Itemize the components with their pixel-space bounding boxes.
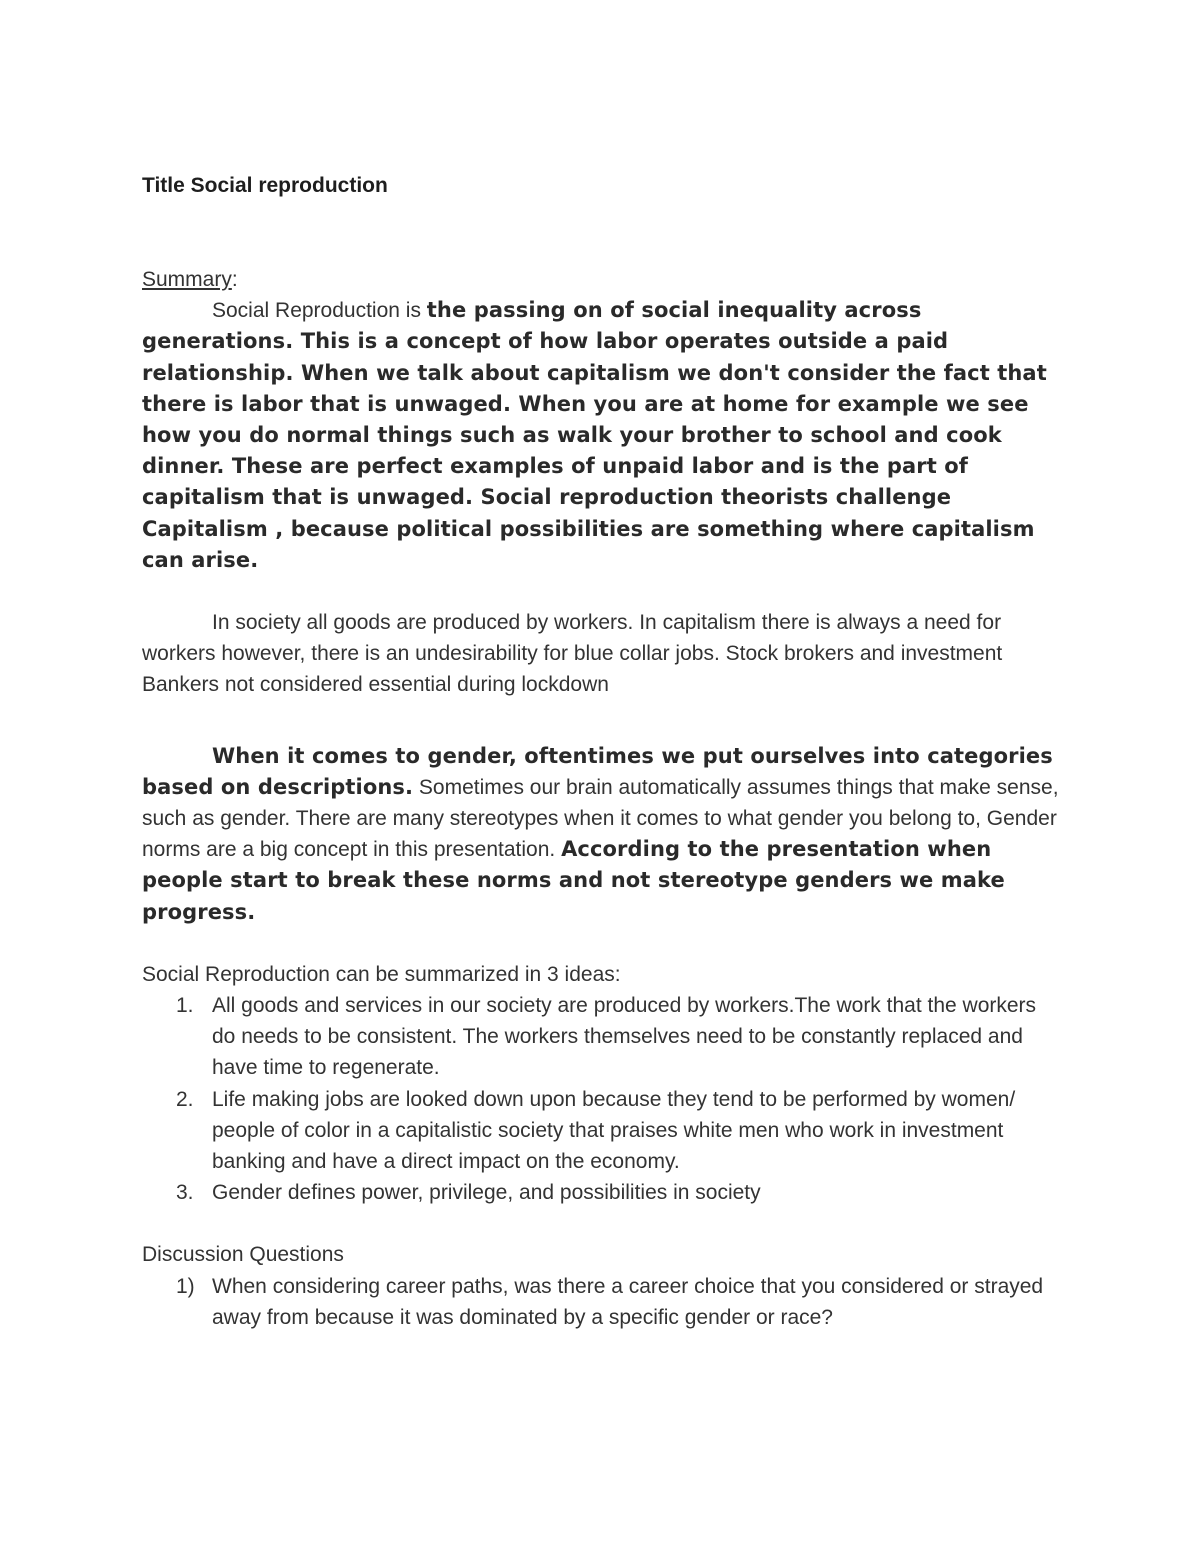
document-page <box>142 170 1062 1333</box>
list-item-number: 1) <box>176 1274 195 1298</box>
list-item-text: All goods and services in our society are produced by workers.The work that the workers do needs to be consistent. The workers themselves need to be constantly replaced and have time to regenerate. <box>212 994 1037 1080</box>
discussion-list <box>142 1271 1062 1333</box>
document-title: Title Social reproduction <box>142 174 388 197</box>
summary-paragraph-3 <box>142 741 1062 928</box>
list-item-text: Life making jobs are looked down upon because they tend to be performed by women/ people of color in a capitalistic society that praises white men who work in investment banking and have a direct impact on the economy. <box>212 1087 1016 1174</box>
list-item-text: When considering career paths, was there a career choice that you considered or strayed away from because it was dominated by a specific gender or race? <box>212 1274 1044 1329</box>
summary-p3-bold: When it comes to gender, oftentimes we put ourselves into categories based on descriptions. <box>142 743 1053 799</box>
ideas-list <box>142 990 1062 1208</box>
summary-colon: : <box>231 268 238 291</box>
ideas-intro: Social Reproduction can be summarized in 3 ideas: <box>142 962 621 986</box>
summary-paragraph-2: In society all goods are produced by workers. In capitalism there is always a need for workers however, there is an undesirability for blue collar jobs. Stock brokers and investment Bankers not considered essential during lockdown <box>142 611 1003 697</box>
list-item-number: 2. <box>176 1087 194 1111</box>
summary-p3-bold-end: According to the presentation when people start to break these norms and not stereotype genders we make progress. <box>142 837 1005 924</box>
summary-label: Summary <box>142 268 232 291</box>
list-item-number: 3. <box>176 1181 194 1205</box>
list-item <box>142 1084 1062 1178</box>
list-item-number: 1. <box>176 994 194 1018</box>
list-item-text: Gender defines power, privilege, and possibilities in society <box>212 1181 761 1205</box>
summary-heading <box>142 264 1062 295</box>
list-item <box>142 1177 1062 1208</box>
discussion-heading: Discussion Questions <box>142 1243 344 1267</box>
summary-p1-bold: the passing on of social inequality across generations. This is a concept of how labor operates outside a paid relationship. When we talk about capitalism we don't consider the fact that there is labor that is unwaged. When you are at home for example we see how you do normal things such as walk your brother to school and cook dinner. These are perfect examples of unpaid labor and is the part of capitalism that is unwaged. Social reproduction theorists challenge Capitalism , because political possibilities are something where capitalism can arise. <box>142 298 1047 572</box>
summary-paragraph-1 <box>142 295 1062 576</box>
summary-p3-mid: Sometimes our brain automatically assumes things that make sense, such as gender. There are many stereotypes when it comes to what gender you belong to, Gender norms are a big concept in this presentation. <box>142 775 1059 862</box>
list-item <box>142 1271 1062 1333</box>
list-item <box>142 990 1062 1084</box>
summary-p1-lead: Social Reproduction is <box>212 299 427 323</box>
